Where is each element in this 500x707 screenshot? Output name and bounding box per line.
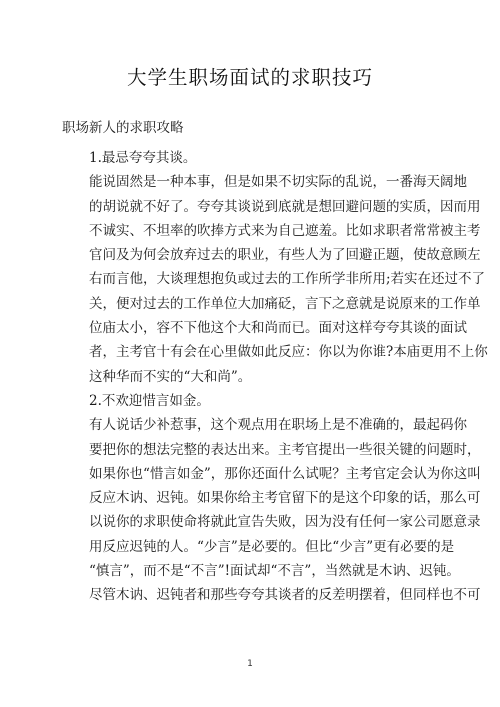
paragraph-line: 用反应迟钝的人。“少言”是必要的。但比“少言”更有必要的是 [89, 538, 455, 555]
paragraph-line: 右而言他，大谈理想抱负或过去的工作所学非所用;若实在还过不了 [89, 271, 486, 288]
paragraph-line: 以说你的求职使命将就此宣告失败，因为没有任何一家公司愿意录 [89, 514, 481, 531]
paragraph-line: “慎言”，而不是“不言”!面试却“不言”，当然就是木讷、迟钝。 [89, 563, 460, 580]
document-subtitle: 职场新人的求职攻略 [62, 120, 184, 136]
section-heading-1: 1.最忌夸夸其谈。 [89, 150, 197, 166]
paragraph-line: 如果你也“惜言如金”，那你还面什么试呢？主考官定会认为你这叫 [89, 465, 481, 482]
paragraph-1 [62, 170, 488, 389]
paragraph-line: 的胡说就不好了。夸夸其谈说到底就是想回避问题的实质，因而用 [89, 198, 481, 215]
paragraph-line: 尽管木讷、迟钝者和那些夸夸其谈者的反差明摆着，但同样也不可 [89, 587, 481, 604]
document-body [62, 146, 488, 608]
paragraph-line: 位庙太小，容不下他这个大和尚而已。面对这样夸夸其谈的面试 [89, 320, 467, 337]
paragraph-line: 这种华而不实的“大和尚”。 [89, 368, 252, 385]
paragraph-2 [62, 413, 481, 607]
section-heading-2: 2.不欢迎惜言如金。 [89, 392, 210, 409]
paragraph-line: 要把你的想法完整的表达出来。主考官提出一些很关键的问题时， [89, 441, 481, 458]
paragraph-line: 官问及为何会放弃过去的职业，有些人为了回避正题，使故意顾左 [89, 247, 481, 264]
paragraph-line: 有人说话少补惹事，这个观点用在职场上是不准确的，最起码你 [89, 417, 467, 434]
paragraph-line: 反应木讷、迟钝。如果你给主考官留下的是这个印象的话，那么可 [89, 490, 481, 507]
paragraph-line: 不诚实、不坦率的吹捧方式来为自己遮羞。比如求职者常常被主考 [89, 222, 481, 239]
paragraph-line: 者，主考官十有会在心里做如此反应：你以为你谁?本庙更用不上你 [89, 344, 488, 361]
paragraph-line: 关，便对过去的工作单位大加痛砭，言下之意就是说原来的工作单 [89, 295, 481, 312]
document-title: 大学生职场面试的求职技巧 [126, 66, 373, 89]
paragraph-line: 能说固然是一种本事，但是如果不切实际的乱说，一番海天阔地 [89, 174, 467, 191]
page-number: 1 [247, 659, 253, 669]
